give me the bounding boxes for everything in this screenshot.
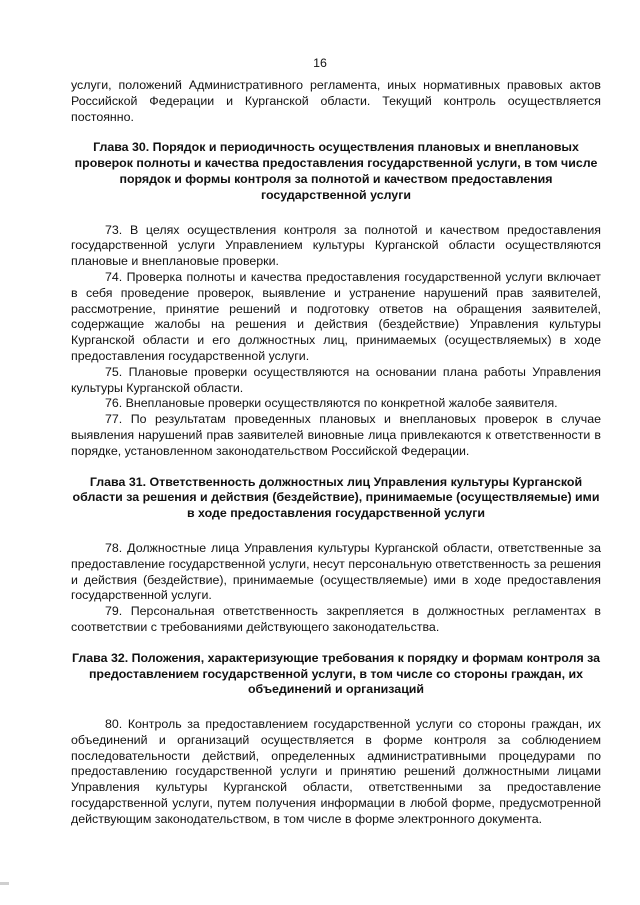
paragraph-76: 76. Внеплановые проверки осуществляются по конкретной жалобе заявителя. bbox=[105, 396, 558, 411]
paragraph-74: 74. Проверка полноты и качества предоставления государственной услуги включает в себя проведение проверок, выявление и устранение нарушений прав заявителей, рассмотрение, принятие решений и подготовку ответов на обращения заявителей, содержащие жалобы на решения и действия (бездействие) Управления культуры Курганской области и его должностных лиц, принимаемых (осуществляемых) в ходе предоставления государственной услуги. bbox=[71, 269, 601, 363]
document-body bbox=[71, 78, 601, 828]
paragraph-78: 78. Должностные лица Управления культуры Курганской области, ответственные за предоставление государственной услуги, несут персональную ответственность за решения и действия (бездействие), принимаемые (осуществляемые) ими в ходе предоставления государственной услуги. bbox=[71, 540, 601, 603]
paragraph-75: 75. Плановые проверки осуществляются на основании плана работы Управления культуры Курганской области. bbox=[71, 364, 601, 395]
paragraph-73: 73. В целях осуществления контроля за полнотой и качеством предоставления государственной услуги Управлением культуры Курганской области осуществляются плановые и внеплановые проверки. bbox=[71, 222, 601, 269]
chapter-30-heading: Глава 30. Порядок и периодичность осуществления плановых и внеплановых проверок полноты и качества предоставления государственной услуги, в том числе порядок и формы контроля за полнотой и качеством предоставления государственной услуги bbox=[74, 140, 598, 202]
scan-edge-mark bbox=[0, 882, 9, 885]
chapter-31-heading: Глава 31. Ответственность должностных лиц Управления культуры Курганской области за решения и действия (бездействие), принимаемые (осуществляемые) ими в ходе предоставления государственной услуги bbox=[72, 474, 600, 521]
paragraph-79: 79. Персональная ответственность закрепляется в должностных регламентах в соответствии с требованиями действующего законодательства. bbox=[71, 604, 601, 634]
chapter-32-heading: Глава 32. Положения, характеризующие требования к порядку и формам контроля за предоставлением государственной услуги, в том числе со стороны граждан, их объединений и организаций bbox=[71, 650, 600, 697]
paragraph-77: 77. По результатам проведенных плановых и внеплановых проверок в случае выявления нарушений прав заявителей виновные лица привлекаются к ответственности в порядке, установленном законодательством Российской Федерации. bbox=[71, 412, 601, 458]
page-number: 16 bbox=[313, 56, 327, 70]
intro-paragraph: услуги, положений Административного регламента, иных нормативных правовых актов Российской Федерации и Курганской области. Текущий контроль осуществляется постоянно. bbox=[71, 78, 601, 124]
paragraph-80: 80. Контроль за предоставлением государственной услуги со стороны граждан, их объединений и организаций осуществляется в форме контроля за соблюдением последовательности действий, определенных административными процедурами по предоставлению государственной услуги и принятию решений должностными лицами Управления культуры Курганской области, ответственными за предоставление государственной услуги, путем получения информации в любой форме, предусмотренной действующим законодательством, в том числе в форме электронного документа. bbox=[71, 717, 601, 826]
